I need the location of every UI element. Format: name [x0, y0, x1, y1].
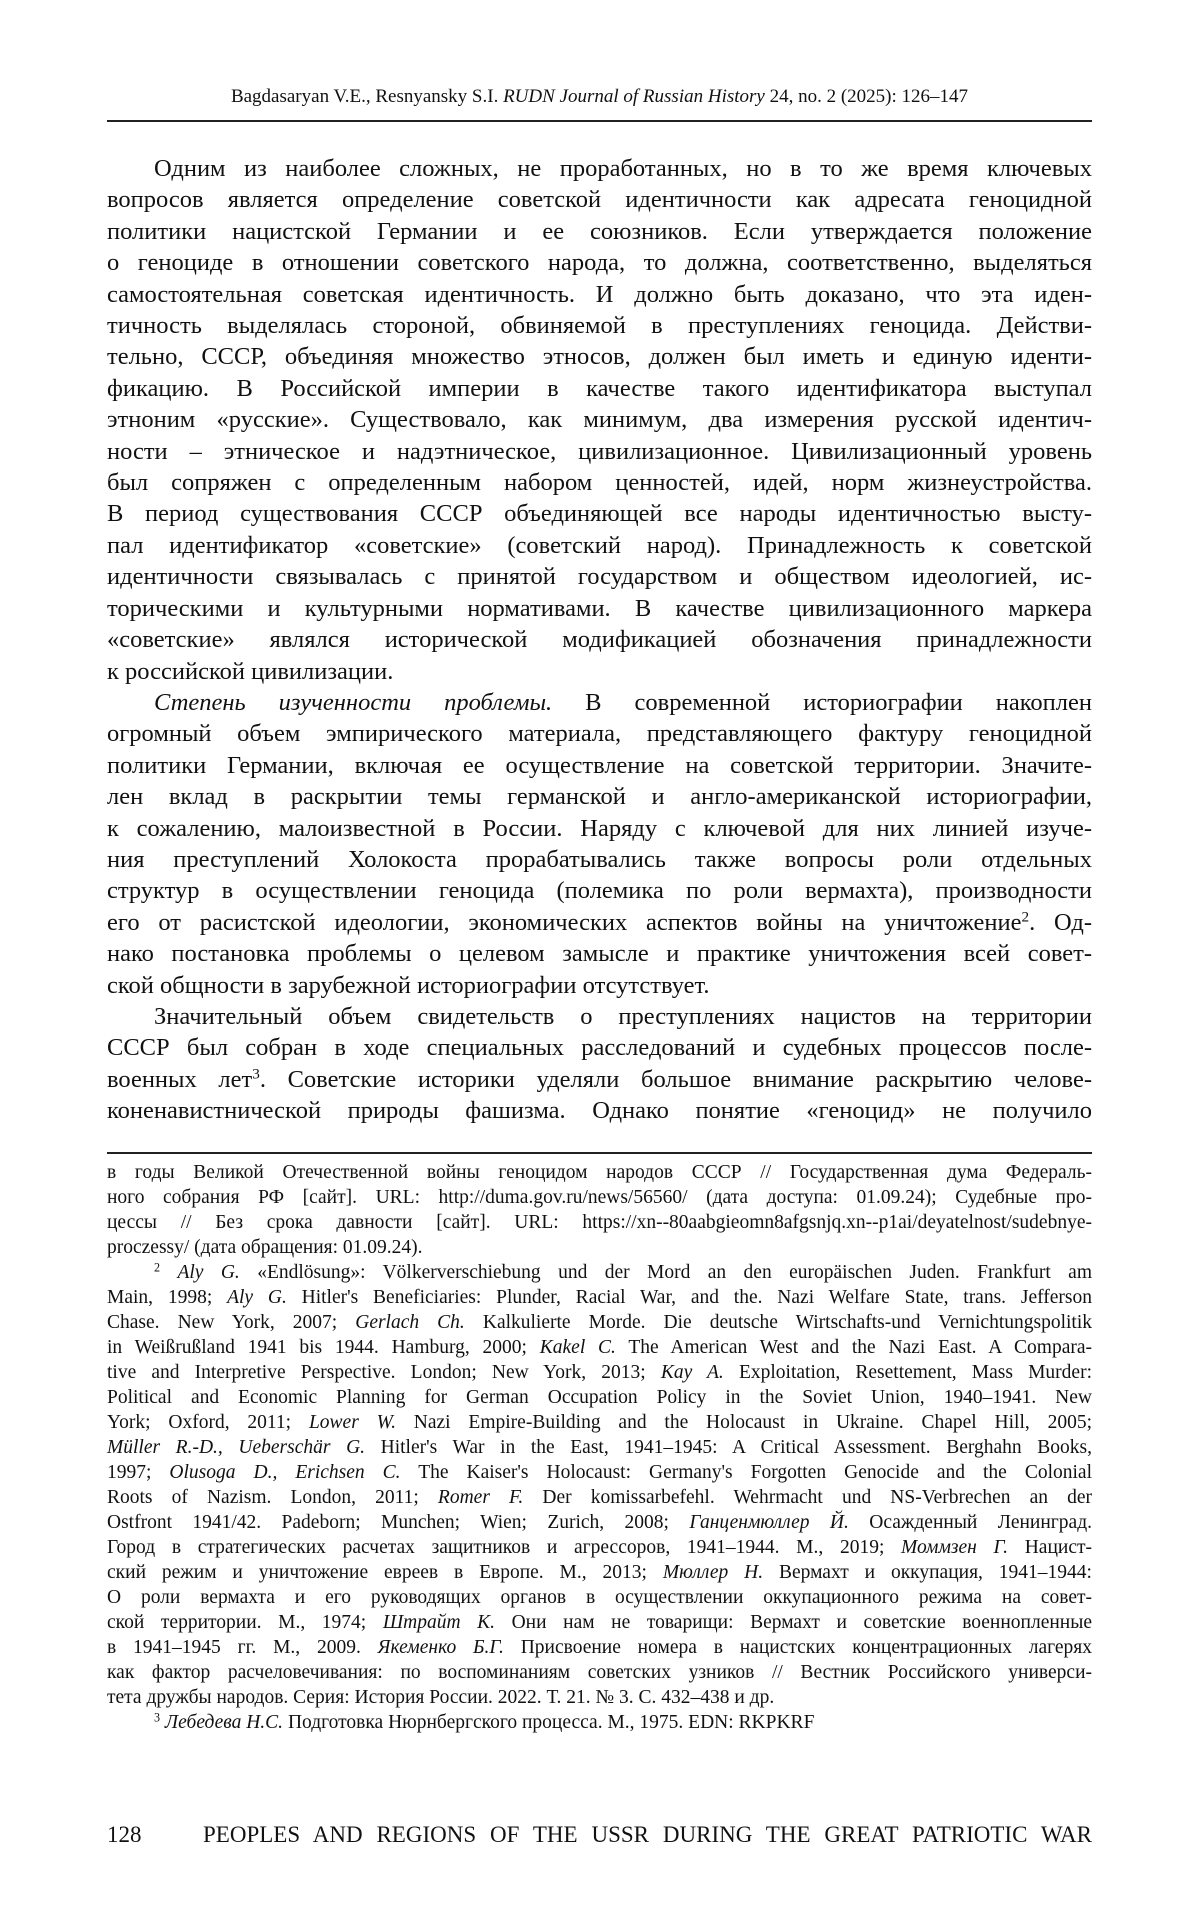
- footnote-line: [107, 1410, 1092, 1435]
- footnote-line: [107, 1635, 1092, 1660]
- text-run: был сопряжен с определенным набором ценностей, идей, норм жизнеустройства.: [107, 469, 1092, 496]
- header-rule: [107, 120, 1092, 122]
- paragraph-line: [107, 184, 1092, 215]
- text-run: Город в стратегических расчетах защитников и агрессоров, 1941–1944. М., 2019;: [107, 1537, 901, 1558]
- italic-text: Лебедева Н.С.: [165, 1712, 283, 1733]
- text-run: Political and Economic Planning for German Occupation Policy in the Soviet Union, 1940–1941. New: [107, 1387, 1092, 1408]
- text-run: Hitler's War in the East, 1941–1945: A Critical Assessment. Berghahn Books,: [365, 1437, 1092, 1458]
- text-run: к сожалению, малоизвестной в России. Наряду с ключевой для них линией изуче-: [107, 815, 1092, 842]
- text-run: Вермахт и оккупация, 1941–1944:: [763, 1562, 1092, 1583]
- text-run: самостоятельная советская идентичность. И должно быть доказано, что эта иден-: [107, 281, 1092, 308]
- footnote: [107, 1160, 1092, 1260]
- text-run: этноним «русские». Существовало, как минимум, два измерения русской идентич-: [107, 406, 1092, 433]
- text-run: Exploitation, Resettement, Mass Murder:: [724, 1362, 1092, 1383]
- footnote-line: [107, 1210, 1092, 1235]
- text-run: огромный объем эмпирического материала, представляющего фактуру геноцидной: [107, 720, 1092, 747]
- text-run: в 1941–1945 гг. М., 2009.: [107, 1637, 378, 1658]
- footnote-rule: [107, 1152, 1092, 1154]
- text-run: его от расистской идеологии, экономических аспектов войны на уничтожение: [107, 909, 1022, 936]
- paragraph-line: [107, 279, 1092, 310]
- header-issue: 24, no. 2 (2025): 126–147: [765, 86, 968, 107]
- paragraph-line: [107, 875, 1092, 906]
- text-run: Присвоение номера в нацистских концентрационных лагерях: [504, 1637, 1092, 1658]
- header-journal: RUDN Journal of Russian History: [503, 86, 765, 107]
- paragraph-line: [107, 561, 1092, 592]
- italic-text: Штрайт К.: [383, 1612, 495, 1633]
- paragraph-line: [107, 718, 1092, 749]
- italic-text: Якеменко Б.Г.: [378, 1637, 504, 1658]
- footnote: [107, 1260, 1092, 1710]
- paragraph-line: [107, 1064, 1092, 1095]
- text-run: in Weißrußland 1941 bis 1944. Hamburg, 2000;: [107, 1337, 540, 1358]
- paragraph-line: [107, 781, 1092, 812]
- text-run: . Од-: [1029, 909, 1092, 936]
- text-run: О роли вермахта и его руководящих органов в осуществлении оккупационного режима на совет-: [107, 1587, 1092, 1608]
- footnote-marker: 2: [154, 1260, 160, 1274]
- italic-text: Olusoga D., Erichsen C.: [169, 1462, 400, 1483]
- paragraph-line: [107, 970, 1092, 1001]
- paragraph-line: [107, 813, 1092, 844]
- text-run: идентичности связывалась с принятой государством и обществом идеологией, ис-: [107, 563, 1092, 590]
- footnote-line: [107, 1535, 1092, 1560]
- text-run: в годы Великой Отечественной войны геноцидом народов СССР // Государственная дума Федераль-: [107, 1162, 1092, 1183]
- paragraph-line: [107, 907, 1092, 938]
- footnote-line: [107, 1660, 1092, 1685]
- paragraph: [107, 153, 1092, 687]
- text-run: Одним из наиболее сложных, не проработанных, но в то же время ключевых: [154, 155, 1092, 182]
- section-title: PEOPLES AND REGIONS OF THE USSR DURING THE GREAT PATRIOTIC WAR: [203, 1822, 1092, 1848]
- italic-text: Мюллер Н.: [663, 1562, 763, 1583]
- text-run: The American West and the Nazi East. A Compara-: [616, 1337, 1092, 1358]
- footnote-line: [107, 1460, 1092, 1485]
- text-run: Значительный объем свидетельств о преступлениях нацистов на территории: [154, 1003, 1092, 1030]
- text-run: The Kaiser's Holocaust: Germany's Forgotten Genocide and the Colonial: [401, 1462, 1092, 1483]
- text-run: [160, 1262, 177, 1283]
- text-run: тичность выделялась стороной, обвиняемой в преступлениях геноцида. Действи-: [107, 312, 1092, 339]
- paragraph-line: [107, 1001, 1092, 1032]
- text-run: Нацист-: [1008, 1537, 1092, 1558]
- text-run: В период существования СССР объединяющей все народы идентичностью высту-: [107, 500, 1092, 527]
- paragraph-line: [107, 404, 1092, 435]
- footnote-line: [107, 1485, 1092, 1510]
- paragraph-line: [107, 373, 1092, 404]
- text-run: ния преступлений Холокоста прорабатывались также вопросы роли отдельных: [107, 846, 1092, 873]
- footnote-marker: 3: [252, 1065, 260, 1082]
- text-run: ской территории. М., 1974;: [107, 1612, 383, 1633]
- text-run: ности – этническое и надэтническое, цивилизационное. Цивилизационный уровень: [107, 438, 1092, 465]
- text-run: ский режим и уничтожение евреев в Европе. М., 2013;: [107, 1562, 663, 1583]
- text-run: ного собрания РФ [сайт]. URL: http://duma.gov.ru/news/56560/ (дата доступа: 01.09.24); Судебные про-: [107, 1187, 1092, 1208]
- header-authors: Bagdasaryan V.E., Resnyansky S.I.: [231, 86, 503, 107]
- text-run: пал идентификатор «советские» (советский народ). Принадлежность к советской: [107, 532, 1092, 559]
- text-run: лен вклад в раскрытии темы германской и англо-американской историографии,: [107, 783, 1092, 810]
- text-run: 1997;: [107, 1462, 169, 1483]
- italic-text: Моммзен Г.: [901, 1537, 1008, 1558]
- text-run: Nazi Empire-Building and the Holocaust in Ukraine. Chapel Hill, 2005;: [396, 1412, 1092, 1433]
- text-run: структур в осуществлении геноцида (полемика по роли вермахта), производности: [107, 877, 1092, 904]
- italic-text: Ганценмюллер Й.: [689, 1512, 849, 1533]
- footnote-line: [107, 1560, 1092, 1585]
- footnote-line: [107, 1185, 1092, 1210]
- italic-text: Aly G.: [177, 1262, 239, 1283]
- text-run: «Endlösung»: Völkerverschiebung und der Mord an den europäischen Juden. Frankfurt am: [240, 1262, 1092, 1283]
- text-run: Der komissarbefehl. Wehrmacht und NS-Verbrechen an der: [523, 1487, 1092, 1508]
- text-run: как фактор расчеловечивания: по воспоминаниям советских узников // Вестник Российского универси-: [107, 1662, 1092, 1683]
- paragraph-line: [107, 938, 1092, 969]
- footnote-marker: 3: [154, 1710, 160, 1724]
- italic-text: Lower W.: [309, 1412, 396, 1433]
- footnote-line: [107, 1310, 1092, 1335]
- italic-text: Aly G.: [227, 1287, 287, 1308]
- footnote-line: [107, 1385, 1092, 1410]
- text-run: Main, 1998;: [107, 1287, 227, 1308]
- text-run: Подготовка Нюрнбергского процесса. М., 1975. EDN: RKPKRF: [283, 1712, 814, 1733]
- paragraph: [107, 687, 1092, 1001]
- text-run: Hitler's Beneficiaries: Plunder, Racial War, and the. Nazi Welfare State, trans. Jefferson: [287, 1287, 1092, 1308]
- text-run: вопросов является определение советской идентичности как адресата геноцидной: [107, 186, 1092, 213]
- paragraph-line: [107, 436, 1092, 467]
- text-run: «советские» являлся исторической модификацией обозначения принадлежности: [107, 626, 1092, 653]
- text-run: тета дружбы народов. Серия: История России. 2022. Т. 21. № 3. С. 432–438 и др.: [107, 1687, 774, 1708]
- text-run: нако постановка проблемы о целевом замысле и практике уничтожения всей совет-: [107, 940, 1092, 967]
- footnote-line: [107, 1435, 1092, 1460]
- text-run: к российской цивилизации.: [107, 658, 393, 685]
- footnote-line: [107, 1360, 1092, 1385]
- text-run: фикацию. В Российской империи в качестве такого идентификатора выступал: [107, 375, 1092, 402]
- paragraph-line: [107, 593, 1092, 624]
- italic-text: Romer F.: [438, 1487, 523, 1508]
- paragraph-line: [107, 1032, 1092, 1063]
- footnote-line: [107, 1710, 1092, 1735]
- paragraph-line: [107, 341, 1092, 372]
- paragraph-line: [107, 153, 1092, 184]
- page-number: 128: [107, 1822, 142, 1848]
- paragraph-line: [107, 1095, 1092, 1126]
- text-run: политики нацистской Германии и ее союзников. Если утверждается положение: [107, 218, 1092, 245]
- paragraph-line: [107, 467, 1092, 498]
- paragraph-line: [107, 310, 1092, 341]
- footnote-line: [107, 1335, 1092, 1360]
- paragraph-line: [107, 656, 1092, 687]
- body-text: [107, 153, 1092, 1127]
- footnote-line: [107, 1610, 1092, 1635]
- text-run: ской общности в зарубежной историографии отсутствует.: [107, 972, 710, 999]
- text-run: proczessy/ (дата обращения: 01.09.24).: [107, 1237, 423, 1258]
- italic-text: Степень изученности проблемы.: [154, 689, 552, 716]
- footnote-line: [107, 1260, 1092, 1285]
- text-run: о геноциде в отношении советского народа, то должна, соответственно, выделяться: [107, 249, 1092, 276]
- text-run: York; Oxford, 2011;: [107, 1412, 309, 1433]
- footnote-line: [107, 1235, 1092, 1260]
- footnote-line: [107, 1510, 1092, 1535]
- paragraph: [107, 1001, 1092, 1127]
- footnote: [107, 1710, 1092, 1735]
- text-run: Осажденный Ленинград.: [849, 1512, 1092, 1533]
- text-run: Ostfront 1941/42. Padeborn; Munchen; Wien; Zurich, 2008;: [107, 1512, 689, 1533]
- paragraph-line: [107, 216, 1092, 247]
- italic-text: Kay A.: [661, 1362, 724, 1383]
- paragraph-line: [107, 498, 1092, 529]
- text-run: tive and Interpretive Perspective. London; New York, 2013;: [107, 1362, 661, 1383]
- footnotes: [107, 1160, 1092, 1735]
- text-run: коненавистнической природы фашизма. Однако понятие «геноцид» не получило: [107, 1097, 1092, 1124]
- paragraph-line: [107, 687, 1092, 718]
- text-run: СССР был собран в ходе специальных расследований и судебных процессов после-: [107, 1034, 1092, 1061]
- footnote-marker: 2: [1022, 908, 1030, 925]
- text-run: военных лет: [107, 1066, 252, 1093]
- italic-text: Kakel C.: [540, 1337, 616, 1358]
- footnote-line: [107, 1160, 1092, 1185]
- text-run: В современной историографии накоплен: [552, 689, 1092, 716]
- text-run: Chase. New York, 2007;: [107, 1312, 355, 1333]
- paragraph-line: [107, 750, 1092, 781]
- text-run: . Советские историки уделяли большое внимание раскрытию челове-: [260, 1066, 1092, 1093]
- italic-text: Gerlach Ch.: [355, 1312, 465, 1333]
- text-run: Kalkulierte Morde. Die deutsche Wirtschafts-und Vernichtungspolitik: [465, 1312, 1092, 1333]
- italic-text: Müller R.-D., Ueberschär G.: [107, 1437, 365, 1458]
- footnote-line: [107, 1285, 1092, 1310]
- text-run: торическими и культурными нормативами. В качестве цивилизационного маркера: [107, 595, 1092, 622]
- paragraph-line: [107, 624, 1092, 655]
- text-run: цессы // Без срока давности [сайт]. URL: https://xn--80aabgieomn8afgsnjq.xn--p1ai/deyatelnost/sudebnye-: [107, 1212, 1092, 1233]
- paragraph-line: [107, 247, 1092, 278]
- text-run: политики Германии, включая ее осуществление на советской территории. Значите-: [107, 752, 1092, 779]
- paragraph-line: [107, 530, 1092, 561]
- paragraph-line: [107, 844, 1092, 875]
- footnote-line: [107, 1685, 1092, 1710]
- text-run: Они нам не товарищи: Вермахт и советские военнопленные: [495, 1612, 1092, 1633]
- text-run: Roots of Nazism. London, 2011;: [107, 1487, 438, 1508]
- text-run: тельно, СССР, объединяя множество этносов, должен был иметь и единую иденти-: [107, 343, 1092, 370]
- running-header: [107, 86, 1092, 108]
- footnote-line: [107, 1585, 1092, 1610]
